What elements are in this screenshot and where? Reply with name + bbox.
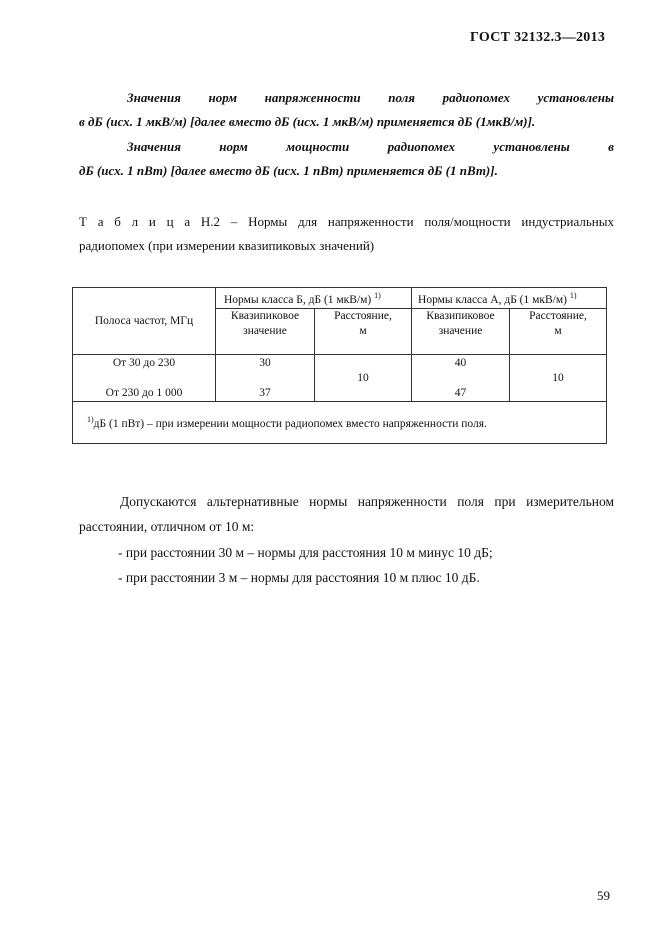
b-distance-value bbox=[315, 355, 412, 402]
header-class-a bbox=[412, 288, 607, 309]
band-row-2: От 230 до 1 000 bbox=[105, 387, 183, 399]
bullet-item-2: - при расстоянии 3 м – нормы для расстояния 10 м плюс 10 дБ. bbox=[118, 570, 480, 585]
header-class-a-footnote-mark: 1) bbox=[569, 291, 577, 300]
footnote-text: дБ (1 пВт) – при измерении мощности радиопомех вместо напряженности поля. bbox=[93, 418, 487, 430]
header-band-label: Полоса частот, МГц bbox=[94, 315, 194, 327]
a-value-row-2: 47 bbox=[454, 387, 467, 399]
document-header: ГОСТ 32132.3—2013 bbox=[470, 30, 606, 45]
header-a-distance bbox=[510, 309, 607, 355]
intro-paragraph-2-line-1: Значения норм мощности радиопомех установлены в bbox=[127, 139, 614, 154]
body-line-1: Допускаются альтернативные нормы напряженности поля при измерительном bbox=[120, 494, 614, 509]
intro-paragraph-1-line-2: в дБ (исх. 1 мкВ/м) [далее вместо дБ (исх. 1 мкВ/м) применяется дБ (1мкВ/м)]. bbox=[79, 114, 536, 129]
header-a-quasi bbox=[412, 309, 510, 355]
header-class-b-label: Нормы класса Б, дБ (1 мкВ/м) bbox=[224, 294, 372, 306]
table-row-band bbox=[73, 355, 216, 402]
intro-paragraph-2-line-2: дБ (исх. 1 пВт) [далее вместо дБ (исх. 1 пВт) применяется дБ (1 пВт)]. bbox=[79, 163, 498, 178]
header-a-quasi-line-2: значение bbox=[438, 325, 483, 337]
footnote-mark: 1) bbox=[87, 415, 94, 424]
bullet-item-1: - при расстоянии 30 м – нормы для расстояния 10 м минус 10 дБ; bbox=[118, 545, 493, 560]
a-distance-value bbox=[510, 355, 607, 402]
a-distance-text: 10 bbox=[552, 372, 564, 384]
table-caption-line-1: Т а б л и ц а Н.2 – Нормы для напряженности поля/мощности индустриальных bbox=[79, 214, 614, 229]
table-row-b-values bbox=[216, 355, 315, 402]
header-b-distance bbox=[315, 309, 412, 355]
intro-paragraph-1-line-1: Значения норм напряженности поля радиопомех установлены bbox=[127, 90, 614, 105]
header-class-a-label: Нормы класса А, дБ (1 мкВ/м) bbox=[418, 294, 567, 306]
header-a-quasi-line-1: Квазипиковое bbox=[426, 310, 495, 322]
band-row-1: От 30 до 230 bbox=[112, 357, 176, 369]
header-b-quasi-line-2: значение bbox=[243, 325, 287, 337]
page-number: 59 bbox=[597, 888, 610, 903]
header-a-distance-line-1: Расстояние, bbox=[529, 310, 587, 322]
b-distance-text: 10 bbox=[357, 372, 369, 384]
header-b-quasi bbox=[216, 309, 315, 355]
table-footnote bbox=[73, 402, 607, 444]
header-a-distance-line-2: м bbox=[554, 325, 562, 337]
header-class-b bbox=[216, 288, 412, 309]
b-value-row-1: 30 bbox=[259, 357, 271, 369]
header-b-distance-line-2: м bbox=[359, 325, 367, 337]
table-caption-line-2: радиопомех (при измерении квазипиковых значений) bbox=[79, 238, 375, 253]
header-b-quasi-line-1: Квазипиковое bbox=[230, 310, 300, 322]
b-value-row-2: 37 bbox=[259, 387, 271, 399]
header-band bbox=[73, 288, 216, 355]
a-value-row-1: 40 bbox=[454, 357, 467, 369]
norms-table bbox=[72, 287, 607, 444]
header-class-b-footnote-mark: 1) bbox=[374, 291, 381, 300]
header-b-distance-line-1: Расстояние, bbox=[334, 310, 392, 322]
table-row-a-values bbox=[412, 355, 510, 402]
body-line-2: расстоянии, отличном от 10 м: bbox=[79, 519, 255, 534]
